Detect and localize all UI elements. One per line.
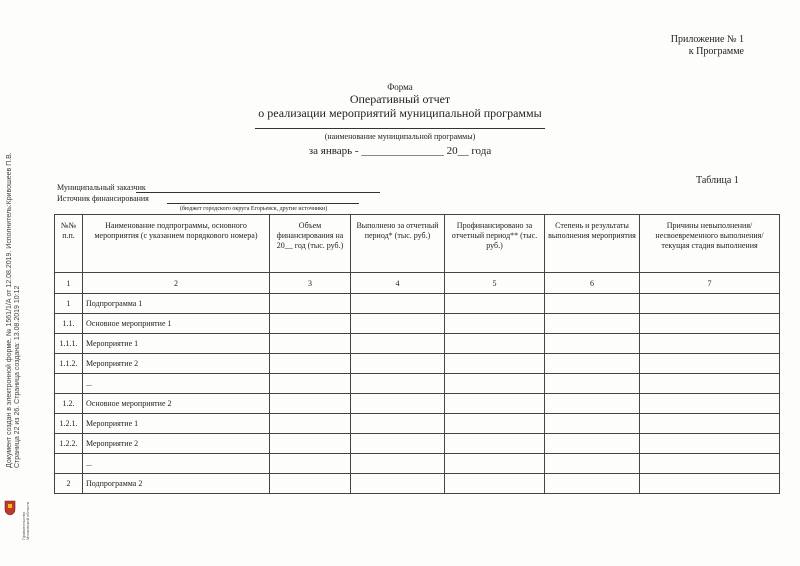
customer-label: Муниципальный заказчик [57,183,146,192]
empty-cell [640,334,780,354]
empty-cell [445,294,545,314]
empty-cell [270,314,351,334]
header-cell: Причины невыполнения/несвоевременного выполнения/текущая стадия выполнения [640,215,780,273]
empty-cell [445,414,545,434]
row-number: 1.1. [55,314,83,334]
row-name: Основное мероприятие 2 [83,394,270,414]
row-number: 1 [55,294,83,314]
table-row [55,314,780,334]
row-number [55,454,83,474]
empty-cell [640,354,780,374]
empty-cell [545,294,640,314]
coat-of-arms-icon [4,500,16,516]
column-number: 5 [445,273,545,294]
funding-source-label: Источник финансирования [57,194,149,203]
appendix-line1: Приложение № 1 [670,34,744,45]
column-number: 6 [545,273,640,294]
table-row [55,414,780,434]
table-number: Таблица 1 [696,175,739,186]
column-number: 3 [270,273,351,294]
side-stamp [6,8,20,468]
empty-cell [640,294,780,314]
header-cell: №№ п.п. [55,215,83,273]
funding-source-line [167,203,359,204]
empty-cell [351,374,445,394]
empty-cell [640,374,780,394]
funding-source-note: (бюджет городского округа Егорьевск, другие источники) [180,206,328,212]
header-cell: Выполнено за отчетный период* (тыс. руб.) [351,215,445,273]
row-name: Мероприятие 2 [83,354,270,374]
side-stamp-line1: Документ создан в электронной форме. № 1561/1/А от 12.08.2019. Исполнитель:Кривошеев П.В. [6,152,13,468]
header-cell: Наименование подпрограммы, основного мероприятия (с указанием порядкового номера) [83,215,270,273]
appendix-header [671,34,744,58]
empty-cell [640,414,780,434]
column-number: 2 [83,273,270,294]
empty-cell [270,414,351,434]
row-name: Мероприятие 1 [83,334,270,354]
empty-cell [640,434,780,454]
header-cell: Объем финансирования на 20__ год (тыс. руб.) [270,215,351,273]
column-number: 1 [55,273,83,294]
row-name: ... [83,454,270,474]
empty-cell [270,334,351,354]
empty-cell [545,334,640,354]
empty-cell [351,454,445,474]
table-row [55,374,780,394]
empty-cell [445,314,545,334]
empty-cell [270,434,351,454]
row-name: Мероприятие 1 [83,414,270,434]
row-name: Мероприятие 2 [83,434,270,454]
program-name-line [255,128,545,129]
column-number: 7 [640,273,780,294]
table-row [55,334,780,354]
empty-cell [545,414,640,434]
table-row [55,474,780,494]
empty-cell [445,394,545,414]
column-number: 4 [351,273,445,294]
empty-cell [351,334,445,354]
row-number [55,374,83,394]
row-number: 1.2. [55,394,83,414]
empty-cell [351,314,445,334]
empty-cell [545,354,640,374]
row-name: Подпрограмма 1 [83,294,270,314]
report-subtitle: о реализации мероприятий муниципальной программы [258,106,542,120]
row-number: 1.2.2. [55,434,83,454]
report-period: за январь - _______________ 20__ года [308,145,492,157]
empty-cell [351,474,445,494]
empty-cell [270,294,351,314]
row-name: Основное мероприятие 1 [83,314,270,334]
empty-cell [545,454,640,474]
empty-cell [545,314,640,334]
empty-cell [445,354,545,374]
customer-line [136,192,380,193]
empty-cell [270,354,351,374]
empty-cell [351,294,445,314]
empty-cell [445,434,545,454]
empty-cell [640,454,780,474]
logo-text: Правительство Московской области [21,501,30,540]
appendix-line2: к Программе [688,46,744,57]
report-table [54,214,780,494]
side-stamp-line2: Страница 22 из 26. Страница создана: 13.08.2019 10:12 [13,285,21,468]
empty-cell [545,474,640,494]
empty-cell [640,314,780,334]
report-title: Оперативный отчет [349,92,451,106]
table-row [55,454,780,474]
empty-cell [351,354,445,374]
empty-cell [351,394,445,414]
empty-cell [445,334,545,354]
empty-cell [270,394,351,414]
table-row [55,394,780,414]
row-number: 1.1.2. [55,354,83,374]
empty-cell [545,374,640,394]
table-row [55,434,780,454]
empty-cell [545,394,640,414]
table-row [55,294,780,314]
empty-cell [270,454,351,474]
empty-cell [640,474,780,494]
empty-cell [640,394,780,414]
empty-cell [270,374,351,394]
empty-cell [351,434,445,454]
row-number: 2 [55,474,83,494]
empty-cell [445,474,545,494]
row-name: ... [83,374,270,394]
empty-cell [351,414,445,434]
row-name: Подпрограмма 2 [83,474,270,494]
form-label: Форма [387,82,413,92]
row-number: 1.2.1. [55,414,83,434]
empty-cell [270,474,351,494]
header-cell: Степень и результаты выполнения мероприятия [545,215,640,273]
empty-cell [445,454,545,474]
empty-cell [445,374,545,394]
empty-cell [545,434,640,454]
table-row [55,354,780,374]
program-name-note: (наименование муниципальной программы) [324,132,476,141]
row-number: 1.1.1. [55,334,83,354]
header-cell: Профинансировано за отчетный период** (тыс. руб.) [445,215,545,273]
column-number-row [55,273,780,294]
